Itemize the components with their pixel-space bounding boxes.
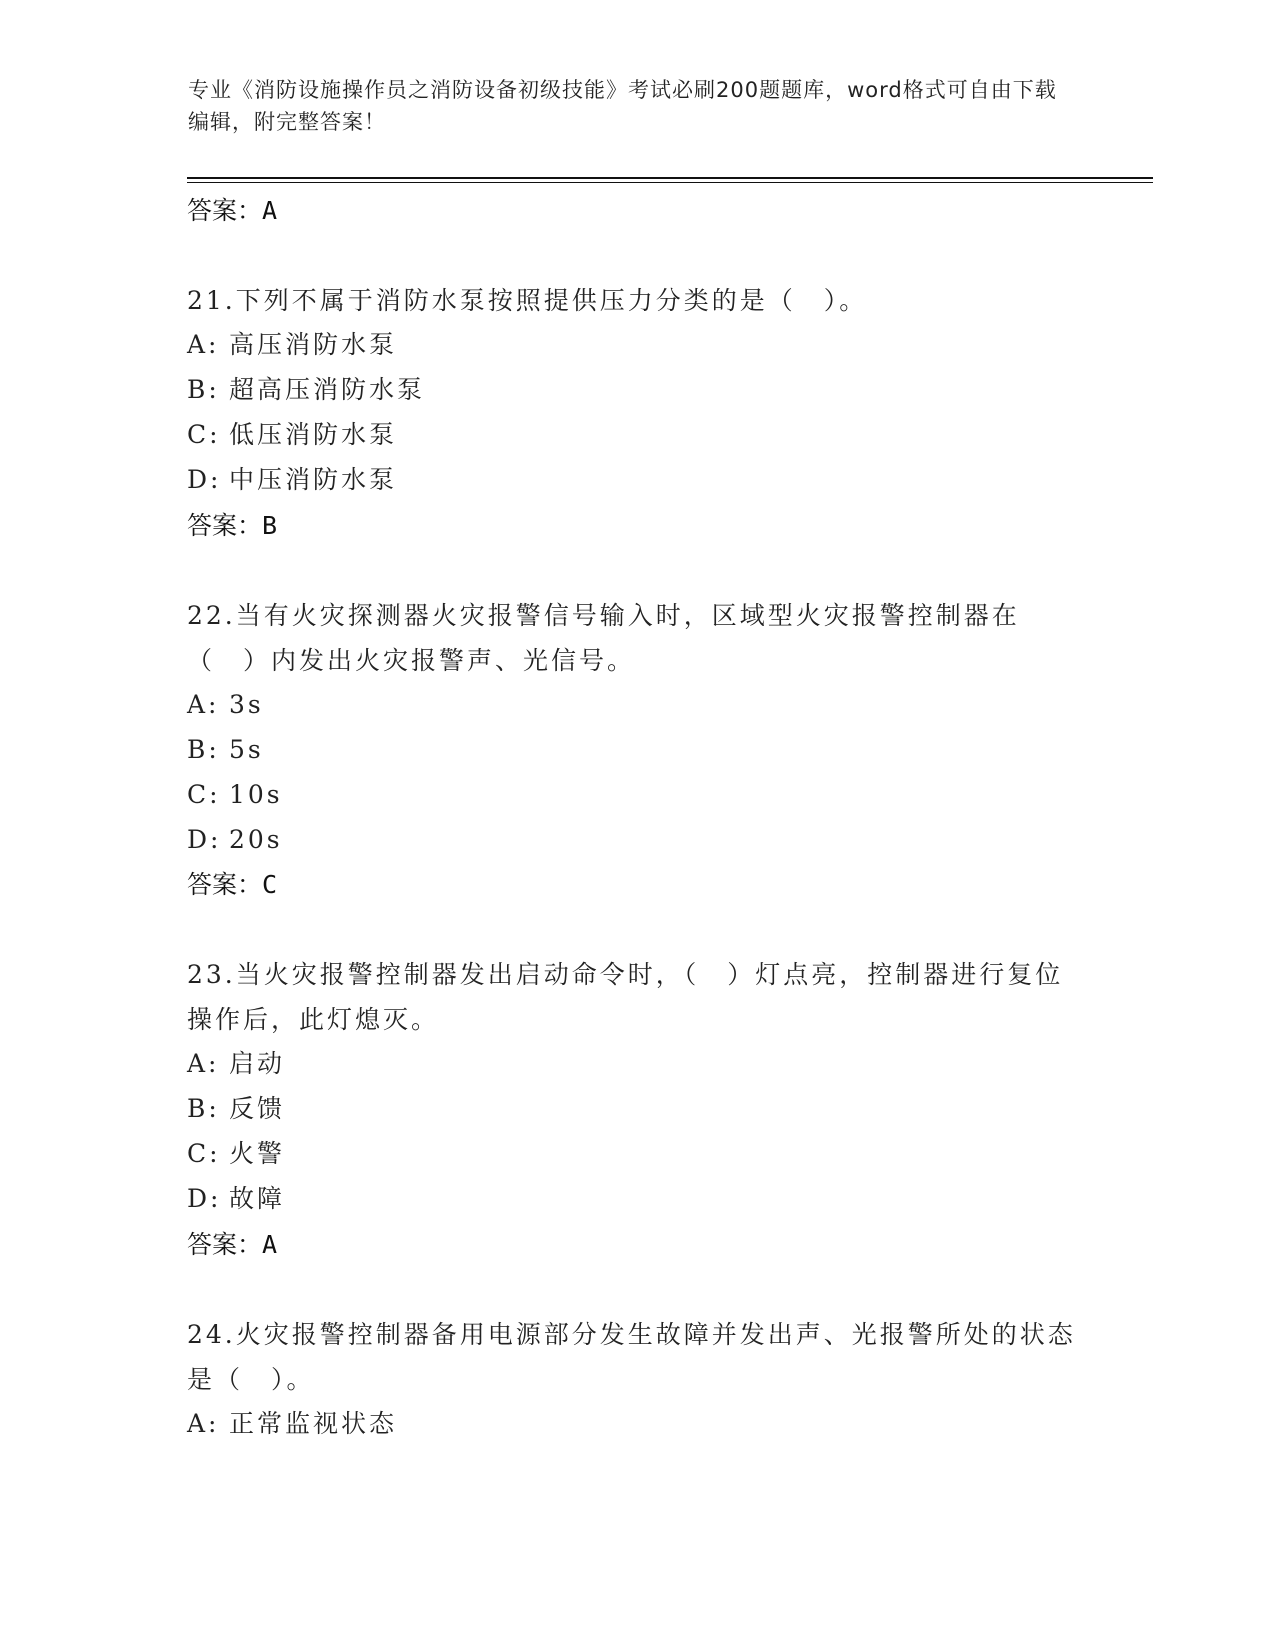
option-23-b [187, 1093, 285, 1125]
option-text: 超高压消防水泵 [229, 375, 426, 404]
answer-line-22 [187, 869, 277, 901]
option-21-d [187, 464, 397, 496]
option-letter: A: [187, 330, 220, 359]
option-letter: A: [187, 690, 220, 719]
option-21-c [187, 419, 397, 451]
question-stem-23: 23.当火灾报警控制器发出启动命令时，（ ）灯点亮，控制器进行复位操作后，此灯熄灭。 [187, 960, 1064, 1034]
answer-line-20 [187, 195, 277, 227]
answer-line-21 [187, 510, 277, 542]
option-22-b [187, 734, 264, 766]
answer-label: 答案： [187, 511, 263, 540]
option-text: 故障 [229, 1184, 286, 1213]
option-text: 3s [229, 690, 264, 719]
answer-label: 答案： [187, 870, 263, 899]
option-letter: D: [187, 825, 222, 854]
answer-value: C [262, 870, 278, 899]
option-21-b [187, 374, 425, 406]
option-23-d [187, 1183, 285, 1215]
option-letter: D: [187, 465, 222, 494]
option-letter: C: [187, 780, 221, 809]
option-letter: A: [187, 1049, 220, 1078]
answer-label: 答案： [187, 1230, 263, 1259]
option-21-a [187, 329, 397, 361]
option-letter: D: [187, 1184, 222, 1213]
option-text: 中压消防水泵 [229, 465, 398, 494]
answer-value: A [262, 1230, 278, 1259]
question-stem-21: 21.下列不属于消防水泵按照提供压力分类的是（ ）。 [187, 286, 868, 315]
option-text: 火警 [229, 1139, 286, 1168]
option-letter: B: [187, 735, 220, 764]
option-text: 20s [229, 825, 283, 854]
option-text: 启动 [229, 1049, 286, 1078]
option-letter: C: [187, 420, 221, 449]
option-text: 反馈 [229, 1094, 286, 1123]
option-letter: B: [187, 1094, 220, 1123]
document-header: 专业《消防设施操作员之消防设备初级技能》考试必刷200题题库，word格式可自由下载编辑，附完整答案！ [188, 78, 1057, 134]
option-22-c [187, 779, 283, 811]
answer-value: A [262, 196, 278, 225]
answer-line-23 [187, 1229, 277, 1261]
option-letter: A: [187, 1409, 220, 1438]
option-text: 正常监视状态 [229, 1409, 398, 1438]
option-22-d [187, 824, 283, 856]
option-23-a [187, 1048, 285, 1080]
answer-label: 答案： [187, 196, 263, 225]
option-letter: C: [187, 1139, 221, 1168]
option-23-c [187, 1138, 285, 1170]
option-text: 高压消防水泵 [229, 330, 398, 359]
header-divider-thin [187, 182, 1153, 183]
question-stem-24: 24.火灾报警控制器备用电源部分发生故障并发出声、光报警所处的状态是（ ）。 [187, 1320, 1076, 1394]
option-24-a [187, 1408, 397, 1440]
question-stem-22: 22.当有火灾探测器火灾报警信号输入时，区域型火灾报警控制器在（ ）内发出火灾报警声、光信号。 [187, 601, 1020, 675]
option-text: 低压消防水泵 [229, 420, 398, 449]
option-22-a [187, 689, 264, 721]
answer-value: B [262, 511, 278, 540]
option-text: 10s [229, 780, 283, 809]
option-text: 5s [229, 735, 264, 764]
header-divider-thick [187, 177, 1153, 179]
option-letter: B: [187, 375, 220, 404]
